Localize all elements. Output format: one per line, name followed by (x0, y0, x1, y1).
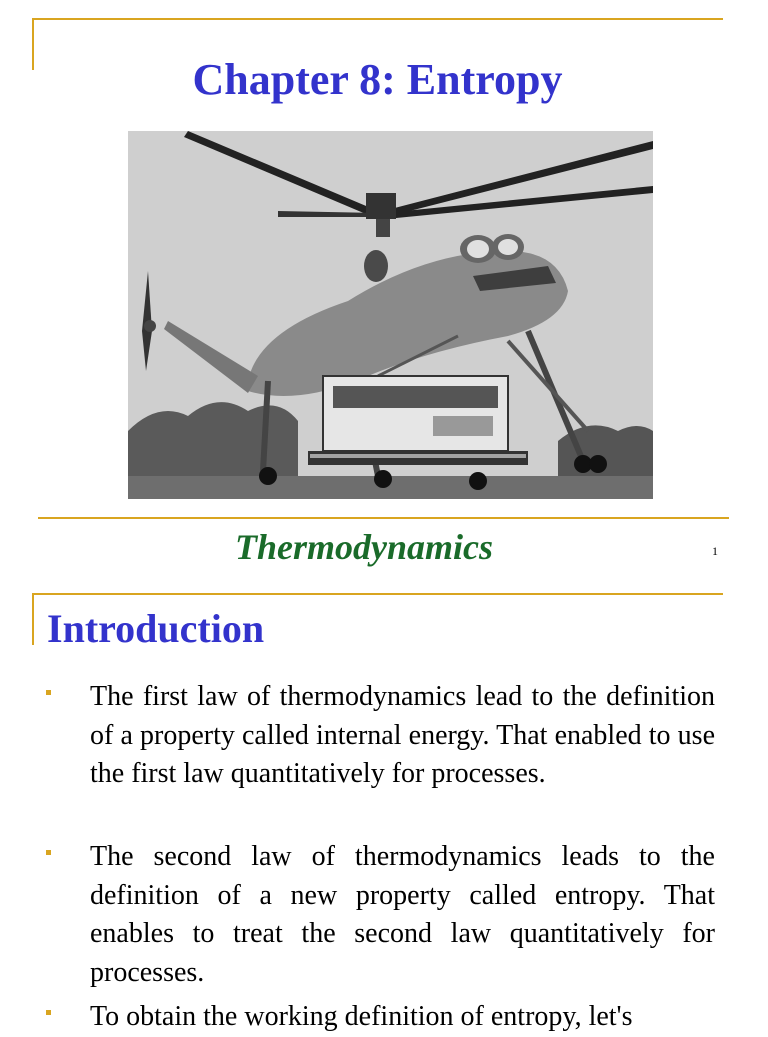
page-number: 1 (712, 544, 718, 558)
bullet-text: The first law of thermodynamics lead to the definition of a property called internal energy. That enabled to use the first law quantitatively for processes. (90, 681, 715, 789)
footer-rule (38, 517, 729, 519)
slide2-left-rule (32, 593, 34, 645)
footer-title: Thermodynamics (235, 527, 493, 567)
slide2-top-rule (32, 593, 723, 595)
bullet-text: To obtain the working definition of entropy, let's (90, 1001, 633, 1032)
bullet-icon (46, 850, 51, 855)
bullet-icon (46, 1010, 51, 1015)
section-heading: Introduction (47, 606, 265, 651)
bullet-icon (46, 690, 51, 695)
bullet-text: The second law of thermodynamics leads to the definition of a new property called entropy. That enables to treat the second law quantitatively for processes. (90, 841, 715, 988)
top-rule (32, 18, 723, 20)
helicopter-photo (128, 131, 653, 499)
slide-title: Chapter 8: Entropy (192, 55, 563, 104)
